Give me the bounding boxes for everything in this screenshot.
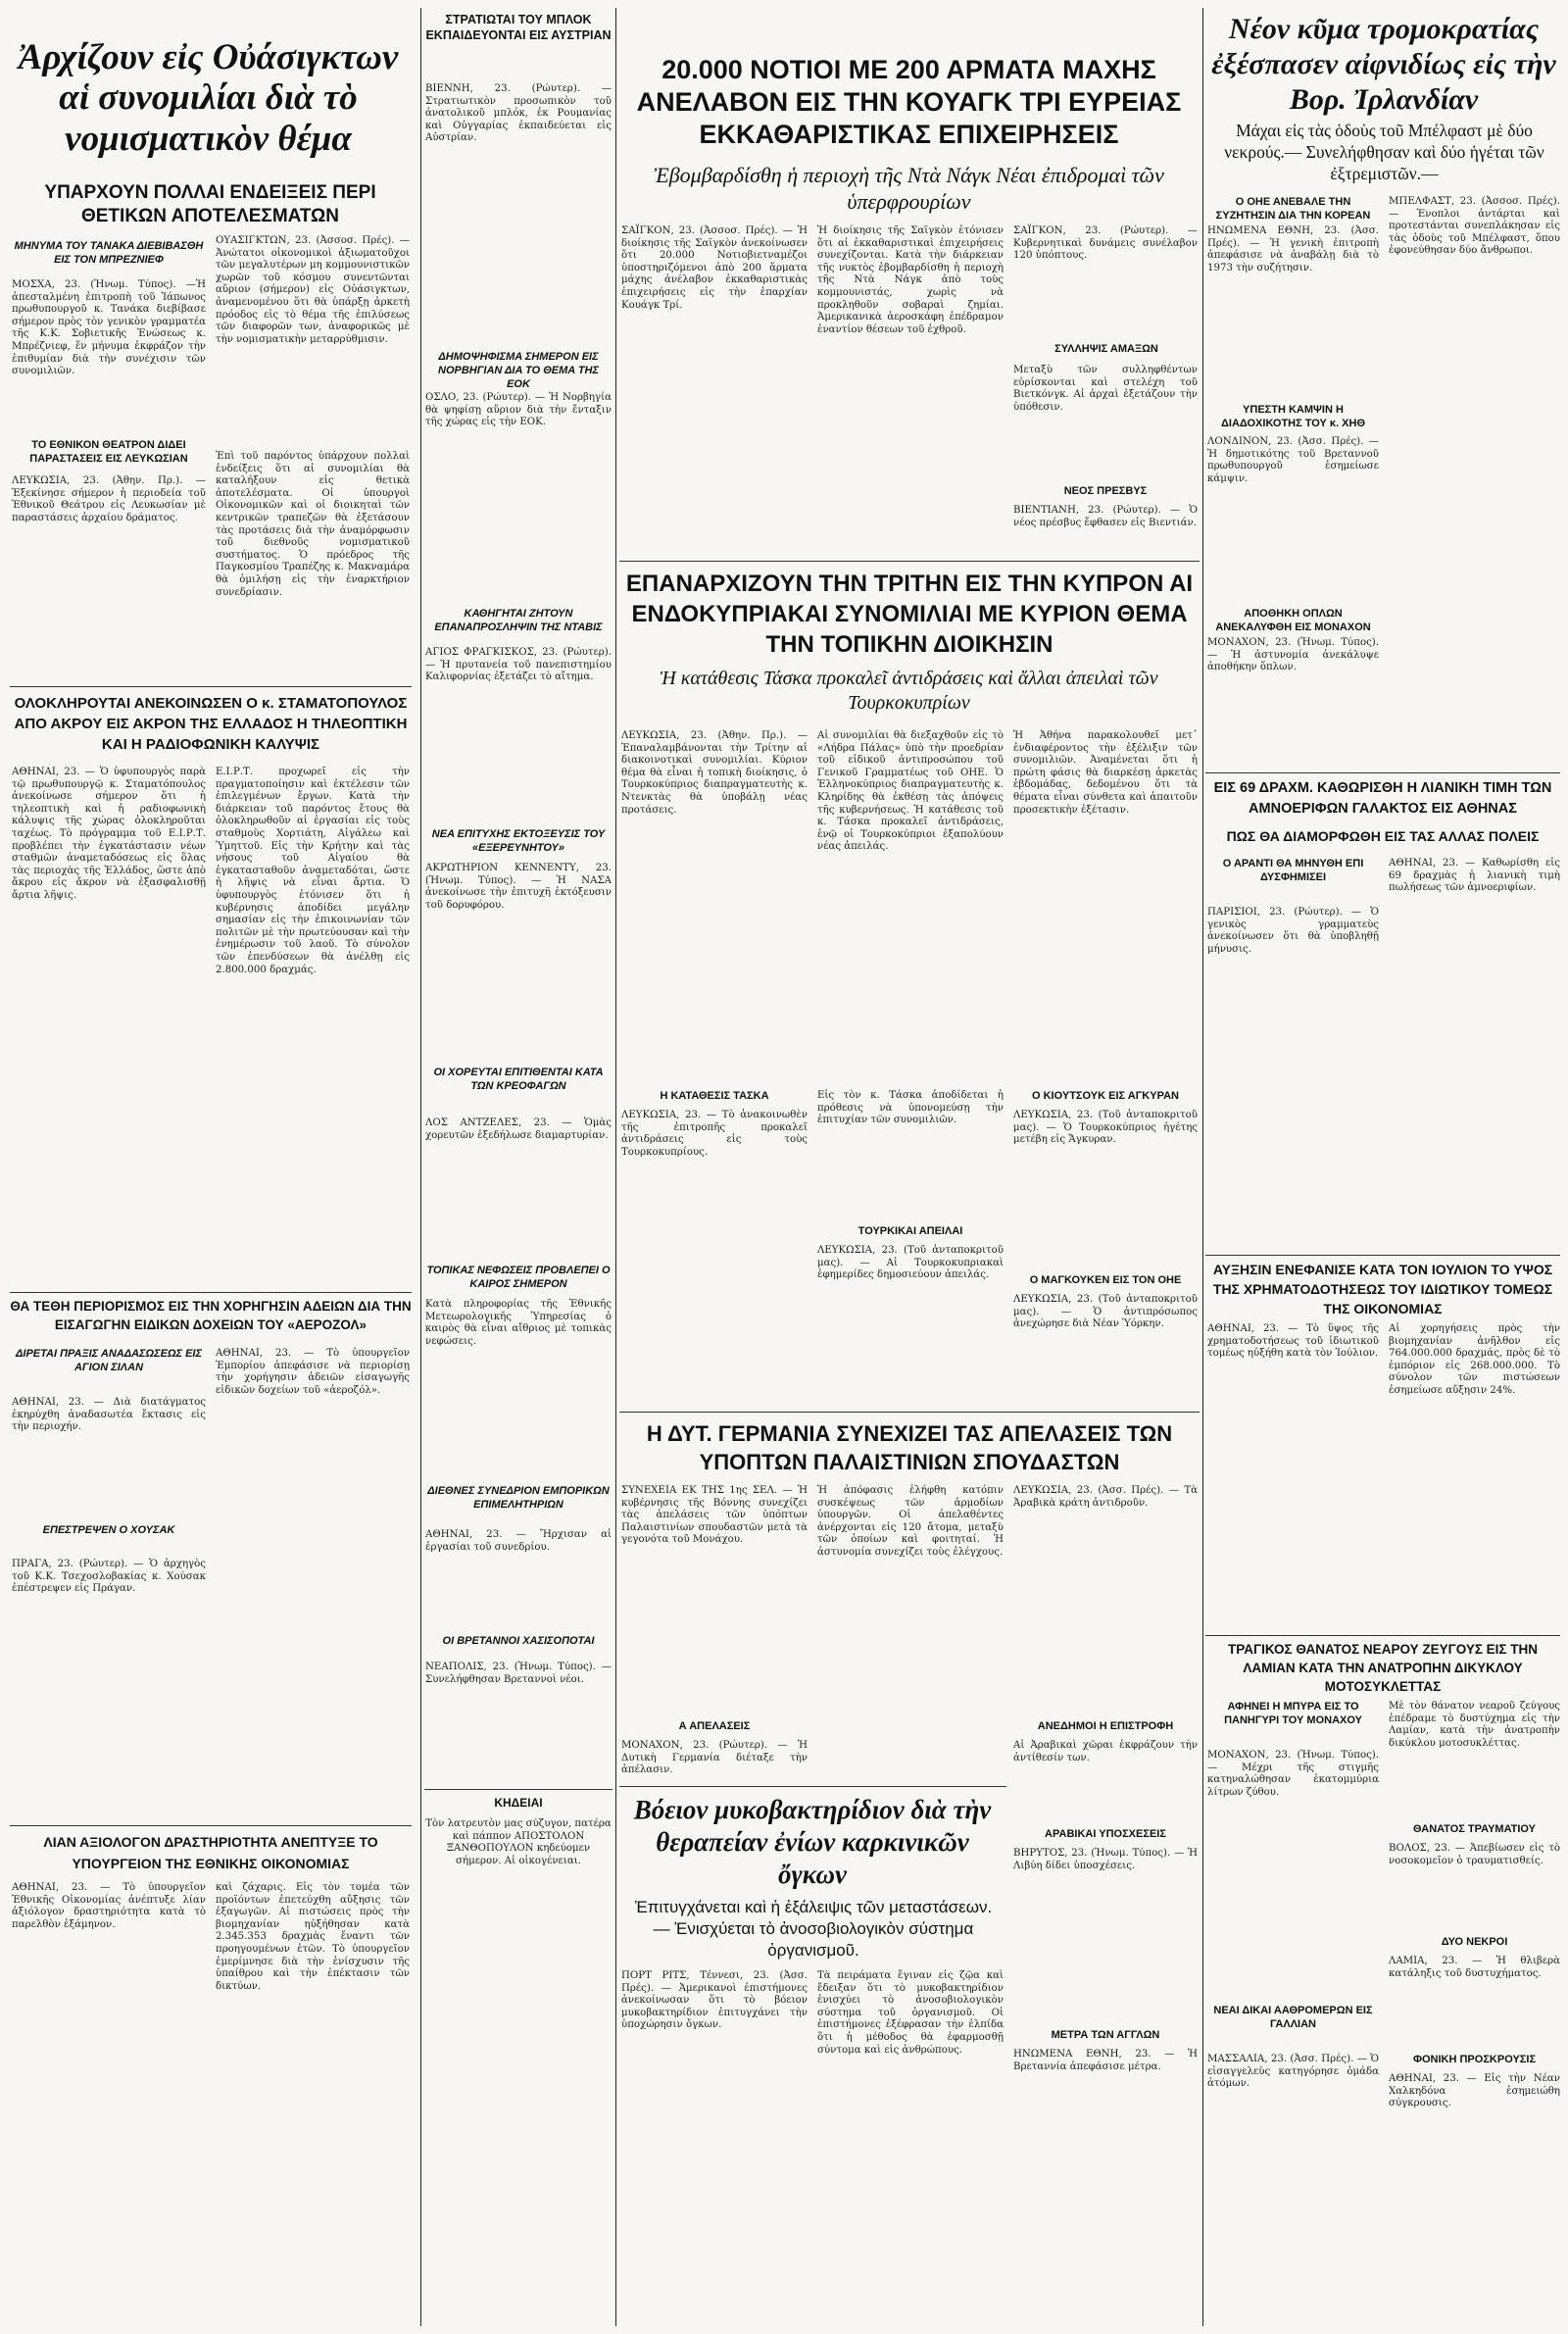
section-divider (1205, 772, 1560, 773)
subhead-two-dead: ΔΥΟ ΝΕΚΡΟΙ (1441, 1936, 1508, 1948)
article-arant: ΠΑΡΙΣΙΟΙ, 23. (Ρώυτερ). — Ὁ γενικὸς γραμματεὺς ἀνεκοίνωσεν ὅτι θὰ ὑποβληθῇ μήνυσις. (1207, 907, 1383, 955)
deck-da-nang: Ἐβομβαρδίσθη ἡ περιοχὴ τῆς Ντὰ Νάγκ Νέαι ἐπιδρομαὶ τῶν ὑπερφρουρίων (654, 163, 1164, 214)
article-norway-referendum: ΟΣΛΟ, 23. (Ρώυτερ). — Ἡ Νορβηγία θὰ ψηφίσῃ αὔριον διὰ τὴν ἔνταξιν τῆς χώρας εἰς τὴν ΕΟΚ. (425, 392, 615, 428)
deck-belfast: Μάχαι εἰς τὰς ὁδοὺς τοῦ Μπέλφαστ μὲ δύο νεκρούς.— Συνελήφθησαν καὶ δύο ἡγέται τῶν ἐξτρεμιστῶν.— (1224, 121, 1544, 183)
article-private-credit-a: ΑΘΗΝΑΙ, 23. — Τὸ ὕψος τῆς χρηματοδοτήσεως τοῦ ἰδιωτικοῦ τομέως ηὐξήθη κατὰ τὸν Ἰούλιον. (1207, 1323, 1383, 1360)
article-taska-deposition: ΛΕΥΚΩΣΙΑ, 23. — Τὸ ἀνακοινωθὲν τῆς ἐπιτροπῆς προκαλεῖ ἀντιδράσεις εἰς τοὺς Τουρκοκυπρίους. (621, 1110, 811, 1158)
section-divider (1205, 1255, 1560, 1256)
article-reforestation: ΑΘΗΝΑΙ, 23. — Διὰ διατάγματος ἐκηρύχθη ἀναδασωτέα ἔκτασις εἰς τὴν περιοχήν. (12, 1397, 210, 1433)
article-soldiers-austria: ΒΙΕΝΝΗ, 23. (Ρώυτερ). — Στρατιωτικὸν προσωπικὸν τοῦ ἀνατολικοῦ μπλόκ, ἐκ Ρουμανίας καὶ Οὐγγαρίας ἐκπαιδεύεται εἰς Αὐστρίαν. (425, 83, 615, 144)
subhead-explorer-launch: ΝΕΑ ΕΠΙΤΥΧΗΣ ΕΚΤΟΞΕΥΣΙΣ ΤΟΥ «ΕΞΕΡΕΥΝΗΤΟΥ» (431, 828, 606, 854)
subhead-husak: ΕΠΕΣΤΡΕΨΕΝ Ο ΧΟΥΣΑΚ (42, 1524, 175, 1536)
article-arrests-saigon: ΣΑΪΓΚΟΝ, 23. (Ρώυτερ). — Κυβερνητικαὶ δυνάμεις συνέλαβον 120 ὑπόπτους. (1013, 225, 1201, 262)
article-mycobacterium-b: Τὰ πειράματα ἔγιναν εἰς ζῷα καὶ ἔδειξαν ὅτι τὸ μυκοβακτηρίδιον ἐνισχύει τὸ ἀνοσοβιολογικὸν σύστημα τοῦ ὀργανισμοῦ. Οἱ ἐπιστήμονες ἐξέφρασαν τὴν ἐλπίδα ὅτι ἡ μέθοδος θὰ ἐφαρμοσθῇ σύντομα καὶ εἰς ἀνθρώπους. (817, 1970, 1007, 2056)
subhead-fatal-collision: ΦΟΝΙΚΗ ΠΡΟΣΚΡΟΥΣΙΣ (1412, 2054, 1537, 2065)
article-west-germany-b: Ἡ ἀπόφασις ἐλήφθη κατόπιν συσκέψεως τῶν ἁρμοδίων ὑπουργῶν. Οἱ ἀπελαθέντες ἀνέρχονται εἰς 120 ἄτομα, μεταξὺ τῶν ὁποίων καὶ φοιτηταί. Ἡ ἀστυνομία συνεχίζει τοὺς ἐλέγχους. (817, 1485, 1007, 1558)
subhead-oktoberfest: ΑΦΗΝΕΙ Η ΜΠΥΡΑ ΕΙΣ ΤΟ ΠΑΝΗΓΥΡΙ ΤΟΥ ΜΟΝΑΧΟΥ (1224, 1701, 1362, 1726)
headline-soldiers-austria: ΣΤΡΑΤΙΩΤΑΙ ΤΟΥ ΜΠΛΟΚ ΕΚΠΑΙΔΕΥΟΝΤΑΙ ΕΙΣ ΑΥΣΤΡΙΑΝ (425, 13, 612, 42)
subhead-kioutsouk: Ο ΚΙΟΥΤΣΟΥΚ ΕΙΣ ΑΓΚΥΡΑΝ (1032, 1090, 1179, 1102)
article-explorer-launch: ΑΚΡΩΤΗΡΙΟΝ ΚΕΝΝΕΝΤΥ, 23. (Ἡνωμ. Τύπος). — Ἡ ΝΑΣΑ ἀνεκοίνωσε τὴν ἐπιτυχῆ ἐκτόξευσιν τοῦ δορυφόρου. (425, 863, 615, 911)
article-trade-congress: ΑΘΗΝΑΙ, 23. — Ἤρχισαν αἱ ἐργασίαι τοῦ συνεδρίου. (425, 1529, 615, 1553)
article-fatal-collision: ΑΘΗΝΑΙ, 23. — Εἰς τὴν Νέαν Χαλκηδόνα ἐσημειώθη σύγκρουσις. (1389, 2073, 1564, 2110)
article-quang-tri-a: ΣΑΪΓΚΟΝ, 23. (Ἀσσοσ. Πρές). — Ἡ διοίκησις τῆς Σαϊγκὸν ἀνεκοίνωσεν ὅτι 20.000 Νοτιοβιετναμέζοι ὑποστηριζόμενοι ἀπὸ 200 ἅρματα μάχης ἀνέλαβον ἐκκαθαριστικὰς ἐπιχειρήσεις εἰς τὴν ἐπαρχίαν Κουάγκ Τρί. (621, 225, 811, 311)
article-husak: ΠΡΑΓΑ, 23. (Ρώυτερ). — Ὁ ἀρχηγὸς τοῦ Κ.Κ. Τσεχοσλοβακίας κ. Χούσακ ἐπέστρεψεν εἰς Πράγαν. (12, 1559, 210, 1595)
article-weapons-munich: ΜΟΝΑΧΟΝ, 23. (Ἡνωμ. Τύπος). — Ἡ ἀστυνομία ἀνεκάλυψε ἀποθήκην ὅπλων. (1207, 637, 1383, 673)
subhead-trade-congress: ΔΙΕΘΝΕΣ ΣΥΝΕΔΡΙΟΝ ΕΜΠΟΡΙΚΩΝ ΕΠΙΜΕΛΗΤΗΡΙΩΝ (427, 1485, 610, 1511)
article-lamia-accident: Μὲ τὸν θάνατον νεαροῦ ζεύγους ἐπέδραμε τὸ δυστύχημα εἰς τὴν Λαμίαν, κατὰ τὴν ἀνατροπὴν δικύκλου μοτοσυκλέττας. (1389, 1701, 1564, 1749)
subhead-norway-referendum: ΔΗΜΟΨΗΦΙΣΜΑ ΣΗΜΕΡΟΝ ΕΙΣ ΝΟΡΒΗΓΙΑΝ ΔΙΑ ΤΟ ΘΕΜΑ ΤΗΣ ΕΟΚ (438, 351, 599, 390)
article-stamatopoulos-a: ΑΘΗΝΑΙ, 23. — Ὁ ὑφυπουργὸς παρὰ τῷ πρωθυπουργῷ κ. Σταματόπουλος ἀνεκοίνωσε σήμερον ὅτι ἡ τηλεοπτικὴ καὶ ἡ ραδιοφωνικὴ κάλυψις τῆς χώρας ὁλοκληροῦται ταχέως. Τὸ πρόγραμμα τοῦ Ε.Ι.Ρ.Τ. προβλέπει τὴν ἐγκατάστασιν νέων σταθμῶν ἀναμεταδόσεως εἰς ὅλας τὰς περιοχὰς τῆς Ἑλλάδος, ὥστε ἀπὸ ἄκρου εἰς ἄκρον νὰ ἐξασφαλισθῇ ἄρτια λῆψις. (12, 767, 210, 901)
article-national-economy-b: καὶ ζάχαρις. Εἰς τὸν τομέα τῶν προϊόντων ἐπετεύχθη αὔξησις τῶν ἐξαγωγῶν. Αἱ πιστώσεις πρὸς τὴν βιομηχανίαν ηὐξήθησαν κατὰ 2.345.353 δραχμὰς ἔναντι τῶν προηγουμένων ἐτῶν. Τὸ ὑπουργεῖον ἐμερίμνησε διὰ τὴν ἐνίσχυσιν τῆς ὑπαίθρου καὶ τὴν ἐπέκτασιν τῶν δικτύων. (216, 1882, 414, 1992)
subhead-ammunition: ΑΝΕΔΗΜΟΙ Η ΕΠΙΣΤΡΟΦΗ (1037, 1720, 1174, 1732)
column-rule (420, 8, 421, 2326)
article-oktoberfest: ΜΟΝΑΧΟΝ, 23. (Ἡνωμ. Τύπος). — Μέχρι τῆς στιγμῆς κατηναλώθησαν ἑκατομμύρια λίτρων ζύθου. (1207, 1750, 1383, 1798)
subhead-france-trials: ΝΕΑΙ ΔΙΚΑΙ ΑΑΘΡΟΜΕΡΩΝ ΕΙΣ ΓΑΛΛΙΑΝ (1213, 2005, 1373, 2030)
subhead-national-theatre: ΤΟ ΕΘΝΙΚΟΝ ΘΕΑΤΡΟΝ ΔΙΔΕΙ ΠΑΡΑΣΤΑΣΕΙΣ ΕΙΣ ΛΕΥΚΩΣΙΑΝ (29, 439, 188, 465)
subhead-reforestation: ΔΙΡΕΤΑΙ ΠΡΑΞΙΣ ΑΝΑΔΑΣΩΣΕΩΣ ΕΙΣ ΑΓΙΟΝ ΣΙΛΑΝ (16, 1348, 202, 1373)
article-ireland-a: ΜΠΕΛΦΑΣΤ, 23. (Ἀσσοσ. Πρές). — Ἐνοπλοι ἀντάρται καὶ προτεστάνται συνεπλάκησαν εἰς τὰς ὁδοὺς τοῦ Μπέλφαστ, ὅπου ἐφονεύθησαν δύο ἄνθρωποι. (1389, 196, 1564, 257)
article-funerals: Τὸν λατρευτὸν μας σύζυγον, πατέρα καὶ πάππον ΑΠΟΣΤΟΛΟΝ ΞΑΝΘΟΠΟΥΛΟΝ κηδεύομεν σήμερον. Αἱ οἰκογένειαι. (425, 1818, 615, 1866)
subhead-weather: ΤΟΠΙΚΑΣ ΝΕΦΩΣΕΙΣ ΠΡΟΒΛΕΠΕΙ Ο ΚΑΙΡΟΣ ΣΗΜΕΡΟΝ (426, 1265, 611, 1290)
headline-milk-price: ΕΙΣ 69 ΔΡΑΧΜ. ΚΑΘΩΡΙΣΘΗ Η ΛΙΑΝΙΚΗ ΤΙΜΗ ΤΩΝ ΑΜΝΟΕΡΙΦΩΝ ΓΑΛΑΚΤΟΣ ΕΙΣ ΑΘΗΝΑΣ (1213, 780, 1552, 817)
subhead-taska-deposition: Η ΚΑΤΑΘΕΣΙΣ ΤΑΣΚΑ (660, 1090, 769, 1102)
article-cyprus-c: Ἡ Ἀθήνα παρακολουθεῖ μετ᾽ ἐνδιαφέροντος τὴν ἐξέλιξιν τῶν συνομιλιῶν. Ἀναμένεται ὅτι ἡ πρώτη φάσις θὰ διαρκέσῃ ἀρκετὰς ἑβδομάδας, δεδομένου ὅτι τὰ θέματα εἶναι σύνθετα καὶ ἀπαιτοῦν προσεκτικὴν ἐξέτασιν. (1013, 730, 1201, 816)
column-rule (615, 8, 616, 2326)
article-expulsions: ΜΟΝΑΧΟΝ, 23. (Ρώυτερ). — Ἡ Δυτικὴ Γερμανία διέταξε τὴν ἀπέλασιν. (621, 1740, 811, 1776)
article-cyprus-b: Αἱ συνομιλίαι θὰ διεξαχθοῦν εἰς τὸ «Λήδρα Πάλας» ὑπὸ τὴν προεδρίαν τοῦ εἰδικοῦ ἀντιπροσώπου τοῦ Γενικοῦ Γραμματέως τοῦ ΟΗΕ. Ὁ Ἑλληνοκύπριος διαπραγματευτὴς κ. Κληρίδης θὰ ἐκθέσῃ τὰς ἀπόψεις τῆς κυβερνήσεως. Ἡ κατάθεσις τοῦ κ. Τάσκα προκαλεῖ ἀντιδράσεις, ἐνῷ οἱ Τουρκοκύπριοι ἐξαπολύουν νέας ἀπειλάς. (817, 730, 1007, 853)
article-national-economy-a: ΑΘΗΝΑΙ, 23. — Τὸ ὑπουργεῖον Ἐθνικῆς Οἰκονομίας ἀνέπτυξε λίαν ἀξιόλογον δραστηριότητα κατὰ τὸ παρελθὸν ἑξάμηνον. (12, 1882, 210, 1930)
subhead-funerals: ΚΗΔΕΙΑΙ (494, 1796, 543, 1810)
article-korea-debate: ΗΝΩΜΕΝΑ ΕΘΝΗ, 23. (Ἀσσ. Πρές). — Ἡ γενικὴ ἐπιτροπὴ ἀπεφάσισε νὰ ἀναβάλῃ διὰ τὸ 1973 τὴν συζήτησιν. (1207, 225, 1383, 273)
subhead-injury-death: ΘΑΝΑΤΟΣ ΤΡΑΥΜΑΤΙΟΥ (1413, 1823, 1536, 1835)
headline-cyprus-talks: ΕΠΑΝΑΡΧΙΖΟΥΝ ΤΗΝ ΤΡΙΤΗΝ ΕΙΣ ΤΗΝ ΚΥΠΡΟΝ ΑΙ ΕΝΔΟΚΥΠΡΙΑΚΑΙ ΣΥΝΟΜΙΛΙΑΙ ΜΕ ΚΥΡΙΟΝ ΘΕΜΑ ΤΗΝ ΤΟΠΙΚΗΝ ΔΙΟΙΚΗΣΙΝ (625, 571, 1194, 658)
article-monetary-talks: ΟΥΑΣΙΓΚΤΩΝ, 23. (Ἀσσοσ. Πρές). — Ἀνώτατοι οἰκονομικοὶ ἀξιωματοῦχοι τῶν μεγαλυτέρων μη κομμουνιστικῶν χωρῶν τοῦ κόσμου συνεντῶνται αὔριον (σήμερον) εἰς Οὐάσιγκτων, ἀναμενομένου ὅτι θὰ ὑπάρξῃ ἀρκετὴ πρόοδος εἰς τὸ θέμα τῆς ἐπιλύσεως τῶν διαφορῶν των, ἀναφορικῶς μὲ τὴν νομισματικὴν μεταρρύθμισιν. (216, 235, 414, 345)
subhead-professors: ΚΑΘΗΓΗΤΑΙ ΖΗΤΟΥΝ ΕΠΑΝΑΠΡΟΣΛΗΨΙΝ ΤΗΣ ΝΤΑΒΙΣ (434, 608, 603, 633)
subhead-new-ambassador: ΝΕΟΣ ΠΡΕΣΒΥΣ (1063, 485, 1148, 497)
subhead-turkish-threats: ΤΟΥΡΚΙΚΑΙ ΑΠΕΙΛΑΙ (858, 1225, 963, 1237)
section-divider (619, 561, 1200, 562)
subhead-positive-results: ΥΠΑΡΧΟΥΝ ΠΟΛΛΑΙ ΕΝΔΕΙΞΕΙΣ ΠΕΡΙ ΘΕΤΙΚΩΝ ΑΠΟΤΕΛΕΣΜΑΤΩΝ (44, 182, 376, 226)
article-arab-promises: ΒΗΡΥΤΟΣ, 23. (Ἡνωμ. Τύπος). — Ἡ Λιβύη δίδει ὑποσχέσεις. (1013, 1848, 1201, 1871)
subhead-arab-promises: ΑΡΑΒΙΚΑΙ ΥΠΟΣΧΕΣΕΙΣ (1045, 1828, 1166, 1840)
subhead-magkouken: Ο ΜΑΓΚΟΥΚΕΝ ΕΙΣ ΤΟΝ ΟΗΕ (1029, 1274, 1182, 1286)
article-dancers: ΛΟΣ ΑΝΤΖΕΛΕΣ, 23. — Ὁμὰς χορευτῶν ἐξεδήλωσε διαμαρτυρίαν. (425, 1117, 615, 1141)
article-stamatopoulos-b: Ε.Ι.Ρ.Τ. προχωρεῖ εἰς τὴν πραγματοποίησιν καὶ ἐκτέλεσιν τῶν ἐπιλεγμένων ἔργων. Κατὰ τὴν διάρκειαν τοῦ παρόντος ἔτους θὰ ὁλοκληρωθοῦν αἱ ἐργασίαι εἰς τοὺς σταθμοὺς Χορτιάτη, Αἰγάλεω καὶ Ὑμηττοῦ. Εἰς τὴν Κρήτην καὶ τὰς νήσους τοῦ Αἰγαίου θὰ ἐγκατασταθοῦν ἀναμεταδόται, ὥστε ἡ λῆψις νὰ εἶναι ἄρτια. Ὁ ὑφυπουργὸς ἐτόνισεν ὅτι ἡ κυβέρνησις ἀποδίδει μεγάλην σημασίαν εἰς τὴν ἐπικοινωνίαν τῶν πολιτῶν μὲ τὴν πρωτεύουσαν καὶ τὴν ἐνημέρωσιν τοῦ λαοῦ. Τὸ σύνολον τῶν ἐπενδύσεων θὰ ἀνέλθῃ εἰς 2.800.000 δραχμάς. (216, 767, 414, 975)
subhead-expulsions: Α ΑΠΕΛΑΣΕΙΣ (678, 1720, 751, 1732)
article-two-dead: ΛΑΜΙΑ, 23. — Ἡ θλιβερὰ κατάληξις τοῦ δυστυχήματος. (1389, 1956, 1564, 1979)
article-kioutsouk: ΛΕΥΚΩΣΙΑ, 23. (Τοῦ ἀνταποκριτοῦ μας). — Ὁ Τουρκοκύπριος ἡγέτης μετέβη εἰς Ἄγκυραν. (1013, 1110, 1201, 1146)
subhead-tanaka: ΜΗΝΥΜΑ ΤΟΥ ΤΑΝΑΚΑ ΔΙΕΒΙΒΑΣΘΗ ΕΙΣ ΤΟΝ ΜΠΡΕΖΝΙΕΦ (14, 240, 204, 266)
subhead-british-hashish: ΟΙ ΒΡΕΤΑΝΝΟΙ ΧΑΣΙΣΟΠΟΤΑΙ (442, 1635, 595, 1647)
article-cyprus-a: ΛΕΥΚΩΣΙΑ, 23. (Ἀθην. Πρ.). — Ἐπαναλαμβάνονται τὴν Τρίτην αἱ διακοινοτικαὶ συνομιλίαι. Κύριον θέμα θὰ εἶναι ἡ τοπικὴ διοίκησις, ὁ Τουρκοκύπριος διαπραγματευτὴς κ. Ντενκτὰς θὰ ὑποβάλῃ νέας προτάσεις. (621, 730, 811, 816)
headline-ireland-terror: Νέον κῦμα τρομοκρατίας ἐξέσπασεν αἰφνιδίως εἰς τὴν Βορ. Ἰρλανδίαν (1211, 13, 1556, 116)
article-british-hashish: ΝΕΑΠΟΛΙΣ, 23. (Ἡνωμ. Τύπος). — Συνελήφθησαν Βρεταννοὶ νέοι. (425, 1662, 615, 1685)
section-divider (1205, 1635, 1560, 1636)
headline-monetary-talks: Ἀρχίζουν εἰς Οὐάσιγκτων αἱ συνομιλίαι διὰ τὸ νομισματικὸν θέμα (18, 37, 399, 159)
subhead-arant: Ο ΑΡΑΝΤΙ ΘΑ ΜΗΝΥΘΗ ΕΠΙ ΔΥΣΦΗΜΙΣΕΙ (1222, 858, 1364, 883)
subhead-british-measures: ΜΕΤΡΑ ΤΩΝ ΑΓΓΛΩΝ (1051, 2029, 1160, 2041)
headline-mycobacterium: Βόειον μυκοβακτηρίδιον διὰ τὴν θεραπείαν ἐνίων καρκινικῶν ὄγκων (633, 1795, 992, 1889)
headline-private-credit: ΑΥΞΗΣΙΝ ΕΝΕΦΑΝΙΣΕ ΚΑΤΑ ΤΟΝ ΙΟΥΛΙΟΝ ΤΟ ΥΨΟΣ ΤΗΣ ΧΡΗΜΑΤΟΔΟΤΗΣΕΩΣ ΤΟΥ ΙΔΙΩΤΙΚΟΥ ΤΟΜΕΩΣ ΤΗΣ ΟΙΚΟΝΟΜΙΑΣ (1212, 1262, 1553, 1316)
subhead-korea-debate: Ο ΟΗΕ ΑΝΕΒΑΛΕ ΤΗΝ ΣΥΖΗΤΗΣΙΝ ΔΙΑ ΤΗΝ ΚΟΡΕΑΝ (1215, 196, 1371, 222)
subhead-dancers: ΟΙ ΧΟΡΕΥΤΑΙ ΕΠΙΤΙΘΕΝΤΑΙ ΚΑΤΑ ΤΩΝ ΚΡΕΟΦΑΓΩΝ (433, 1067, 604, 1092)
article-professors: ΑΓΙΟΣ ΦΡΑΓΚΙΣΚΟΣ, 23. (Ρώυτερ). — Ἡ πρυτανεία τοῦ πανεπιστημίου Καλιφορνίας ἐξετάζει τὸ αἴτημα. (425, 647, 615, 683)
article-new-ambassador: ΒΙΕΝΤΙΑΝΗ, 23. (Ρώυτερ). — Ὁ νέος πρέσβυς ἔφθασεν εἰς Βιεντιάν. (1013, 505, 1201, 528)
headline-aerosol: ΘΑ ΤΕΘΗ ΠΕΡΙΟΡΙΣΜΟΣ ΕΙΣ ΤΗΝ ΧΟΡΗΓΗΣΙΝ ΑΔΕΙΩΝ ΔΙΑ ΤΗΝ ΕΙΣΑΓΩΓΗΝ ΕΙΔΙΚΩΝ ΔΟΧΕΙΩΝ ΤΟΥ «ΑΕΡΟΖΟΛ» (10, 1299, 412, 1332)
article-private-credit-b: Αἱ χορηγήσεις πρὸς τὴν βιομηχανίαν ἀνῆλθον εἰς 764.000.000 δραχμάς, πρὸς δὲ τὸ ἐμπόριον εἰς 268.000.000. Τὸ σύνολον τῶν πιστώσεων ἐσημείωσε αὔξησιν 24%. (1389, 1323, 1564, 1396)
article-heath: ΛΟΝΔΙΝΟΝ, 23. (Ἀσσ. Πρές). — Ἡ δημοτικότης τοῦ Βρεταννοῦ πρωθυπουργοῦ ἐσημείωσε κάμψιν. (1207, 436, 1383, 484)
section-divider (619, 1412, 1200, 1413)
article-injury-death: ΒΟΛΟΣ, 23. — Ἀπεβίωσεν εἰς τὸ νοσοκομεῖον ὁ τραυματισθείς. (1389, 1843, 1564, 1866)
article-west-germany-a: ΣΥΝΕΧΕΙΑ ΕΚ ΤΗΣ 1ης ΣΕΛ. — Ἡ κυβέρνησις τῆς Βόννης συνεχίζει τὰς ἀπελάσεις τῶν ὑπόπτων Παλαιστινίων σπουδαστῶν μετὰ τὰ γεγονότα τοῦ Μονάχου. (621, 1485, 811, 1546)
article-tanaka: ΜΟΣΧΑ, 23. (Ἡνωμ. Τύπος). —Ἡ ἀπεσταλμένη ἐπιτροπὴ τοῦ Ἰάπωνος πρωθυπουργοῦ κ. Τανάκα διεβίβασε σήμερον πρὸς τὸν γενικὸν γραμματέα τῆς Κ.Κ. Σοβιετικῆς Ἑνώσεως κ. Μπρέζνιεφ, ἕν μήνυμα ἐκφράζον τὴν ἐπιθυμίαν διὰ τὴν συνέχισιν τῶν συνομιλιῶν. (12, 279, 210, 377)
article-ammunition-b: Αἱ Ἀραβικαὶ χῶραι ἐκφράζουν τὴν ἀντίθεσίν των. (1013, 1740, 1201, 1763)
subhead-heath: ΥΠΕΣΤΗ ΚΑΜΨΙΝ Η ΔΙΑΔΟΧΙΚΟΤΗΣ ΤΟΥ κ. ΧΗΘ (1220, 404, 1366, 429)
subhead-weapons-munich: ΑΠΟΘΗΚΗ ΟΠΛΩΝ ΑΝΕΚΑΛΥΦΘΗ ΕΙΣ ΜΟΝΑΧΟΝ (1215, 608, 1371, 633)
article-turkish-threats: ΛΕΥΚΩΣΙΑ, 23. (Τοῦ ἀνταποκριτοῦ μας). — Αἱ Τουρκοκυπριακαὶ ἐφημερίδες δημοσιεύουν ἀπειλάς. (817, 1245, 1007, 1281)
article-mycobacterium-a: ΠΟΡΤ ΡΙΤΣ, Τέννεσι, 23. (Ἀσσ. Πρές). — Ἀμερικανοὶ ἐπιστήμονες ἀνεκοίνωσαν ὅτι τὸ βόειον μυκοβακτηρίδιον ἐπιτυγχάνει τὴν ὑποχώρησιν ὄγκων. (621, 1970, 811, 2031)
article-milk-price: ΑΘΗΝΑΙ, 23. — Καθωρίσθη εἰς 69 δραχμὰς ἡ λιανικὴ τιμὴ πωλήσεως τῶν ἀμνοεριφίων. (1389, 858, 1564, 894)
deck-taska: Ἡ κατάθεσις Τάσκα προκαλεῖ ἀντιδράσεις καὶ ἄλλαι ἀπειλαὶ τῶν Τουρκοκυπρίων (660, 668, 1158, 714)
article-arrests-saigon-b: Μεταξὺ τῶν συλληφθέντων εὑρίσκονται καὶ στελέχη τοῦ Βιετκόνγκ. Αἱ ἀρχαὶ ἐξετάζουν τὴν ὑπόθεσιν. (1013, 365, 1201, 413)
article-monetary-continued: Ἐπὶ τοῦ παρόντος ὑπάρχουν πολλαὶ ἐνδείξεις ὅτι αἱ συνομιλίαι θὰ καταλήξουν εἰς θετικὰ ἀποτελέσματα. Οἱ ὑπουργοὶ Οἰκονομικῶν καὶ οἱ διοικηταὶ τῶν κεντρικῶν τραπεζῶν θὰ ἐξετάσουν τὰς προτάσεις διὰ τὴν ἀναμόρφωσιν τοῦ διεθνοῦς νομισματικοῦ συστήματος. Ὁ πρόεδρος τῆς Παγκοσμίου Τραπέζης κ. Μακναμάρα θὰ ὁμιλήσῃ εἰς τὴν ἐναρκτήριον συνεδρίασιν. (216, 451, 414, 598)
headline-west-germany: Η ΔΥΤ. ΓΕΡΜΑΝΙΑ ΣΥΝΕΧΙΖΕΙ ΤΑΣ ΑΠΕΛΑΣΕΙΣ ΤΩΝ ΥΠΟΠΤΩΝ ΠΑΛΑΙΣΤΙΝΙΩΝ ΣΠΟΥΔΑΣΤΩΝ (646, 1421, 1173, 1474)
article-cyprus-d: Εἰς τὸν κ. Τάσκα ἀποδίδεται ἡ πρόθεσις νὰ ὑπονομεύσῃ τὴν ἐπιτυχίαν τῶν συνομιλιῶν. (817, 1090, 1007, 1126)
section-divider (10, 686, 412, 687)
article-magkouken: ΛΕΥΚΩΣΙΑ, 23. (Τοῦ ἀνταποκριτοῦ μας). — Ὁ ἀντιπρόσωπος ἀνεχώρησε διὰ Νέαν Ὑόρκην. (1013, 1294, 1201, 1330)
article-weather: Κατὰ πληροφορίας τῆς Ἐθνικῆς Μετεωρολογικῆς Ὑπηρεσίας ὁ καιρὸς θὰ εἶναι αἴθριος μὲ τοπικὰς νεφώσεις. (425, 1299, 615, 1347)
subhead-arrests-saigon: ΣΥΛΛΗΨΙΣ ΑΜΑΞΩΝ (1054, 343, 1158, 355)
article-ammunition: ΛΕΥΚΩΣΙΑ, 23. (Ἀσσ. Πρές). — Τὰ Ἀραβικὰ κράτη ἀντιδροῦν. (1013, 1485, 1201, 1509)
section-divider (424, 1789, 612, 1790)
headline-quang-tri: 20.000 ΝΟΤΙΟΙ ΜΕ 200 ΑΡΜΑΤΑ ΜΑΧΗΣ ΑΝΕΛΑΒΟΝ ΕΙΣ ΤΗΝ ΚΟΥΑΓΚ ΤΡΙ ΕΥΡΕΙΑΣ ΕΚΚΑΘΑΡΙΣΤΙΚΑΣ ΕΠΙΧΕΙΡΗΣΕΙΣ (636, 55, 1182, 149)
article-aerosol: ΑΘΗΝΑΙ, 23. — Τὸ ὑπουργεῖον Ἐμπορίου ἀπεφάσισε νὰ περιορίσῃ τὴν χορήγησιν ἀδειῶν εἰσαγωγῆς εἰδικῶν δοχείων τοῦ «ἀεροζόλ». (216, 1348, 414, 1396)
headline-national-economy: ΛΙΑΝ ΑΞΙΟΛΟΓΟΝ ΔΡΑΣΤΗΡΙΟΤΗΤΑ ΑΝΕΠΤΥΞΕ ΤΟ ΥΠΟΥΡΓΕΙΟΝ ΤΗΣ ΕΘΝΙΚΗΣ ΟΙΚΟΝΟΜΙΑΣ (43, 1834, 378, 1871)
headline-lamia-accident: ΤΡΑΓΙΚΟΣ ΘΑΝΑΤΟΣ ΝΕΑΡΟΥ ΖΕΥΓΟΥΣ ΕΙΣ ΤΗΝ ΛΑΜΙΑΝ ΚΑΤΑ ΤΗΝ ΑΝΑΤΡΟΠΗΝ ΔΙΚΥΚΛΟΥ ΜΟΤΟΣΥΚΛΕΤΤΑΣ (1227, 1642, 1539, 1694)
deck-metastasis: Ἐπιτυγχάνεται καὶ ἡ ἐξάλειψις τῶν μεταστάσεων.— Ἐνισχύεται τὸ ἀνοσοβιολογικὸν σύστημα ὀργανισμοῦ. (634, 1898, 993, 1960)
subhead-other-cities: ΠΩΣ ΘΑ ΔΙΑΜΟΡΦΩΘΗ ΕΙΣ ΤΑΣ ΑΛΛΑΣ ΠΟΛΕΙΣ (1226, 828, 1540, 844)
section-divider (619, 1786, 1006, 1787)
column-rule (1202, 8, 1203, 2326)
article-british-measures: ΗΝΩΜΕΝΑ ΕΘΝΗ, 23. — Ἡ Βρεταννία ἀπεφάσισε μέτρα. (1013, 2049, 1201, 2072)
section-divider (10, 1825, 412, 1826)
headline-stamatopoulos: ΟΛΟΚΛΗΡΟΥΤΑΙ ΑΝΕΚΟΙΝΩΣΕΝ Ο κ. ΣΤΑΜΑΤΟΠΟΥΛΟΣ ΑΠΟ ΑΚΡΟΥ ΕΙΣ ΑΚΡΟΝ ΤΗΣ ΕΛΛΑΔΟΣ Η ΤΗΛΕΟΠΤΙΚΗ ΚΑΙ Η ΡΑΔΙΟΦΩΝΙΚΗ ΚΑΛΥΨΙΣ (14, 695, 408, 753)
article-quang-tri-b: Ἡ διοίκησις τῆς Σαϊγκὸν ἐτόνισεν ὅτι αἱ ἐκκαθαριστικαὶ ἐπιχειρήσεις συνεχίζονται. Κατὰ τὴν διάρκειαν τῆς νυκτὸς ἐβομβαρδίσθη ἡ περιοχὴ τῆς Ντὰ Νάγκ ἀπὸ τοὺς κομμουνιστάς, χωρὶς νὰ προκληθοῦν σοβαραὶ ζημίαι. Ἀμερικανικὰ ἀεροσκάφη ἐπέδραμον ἐναντίον θέσεων τοῦ ἐχθροῦ. (817, 225, 1007, 335)
article-france-trials: ΜΑΣΣΑΛΙΑ, 23. (Ἀσσ. Πρές). — Ὁ εἰσαγγελεὺς κατηγόρησε ὁμάδα ἀτόμων. (1207, 2054, 1383, 2090)
article-national-theatre: ΛΕΥΚΩΣΙΑ, 23. (Ἀθην. Πρ.). — Ἐξεκίνησε σήμερον ἡ περιοδεία τοῦ Ἐθνικοῦ Θεάτρου εἰς Λευκωσίαν μὲ παραστάσεις ἀρχαίου δράματος. (12, 475, 210, 523)
section-divider (10, 1292, 412, 1293)
